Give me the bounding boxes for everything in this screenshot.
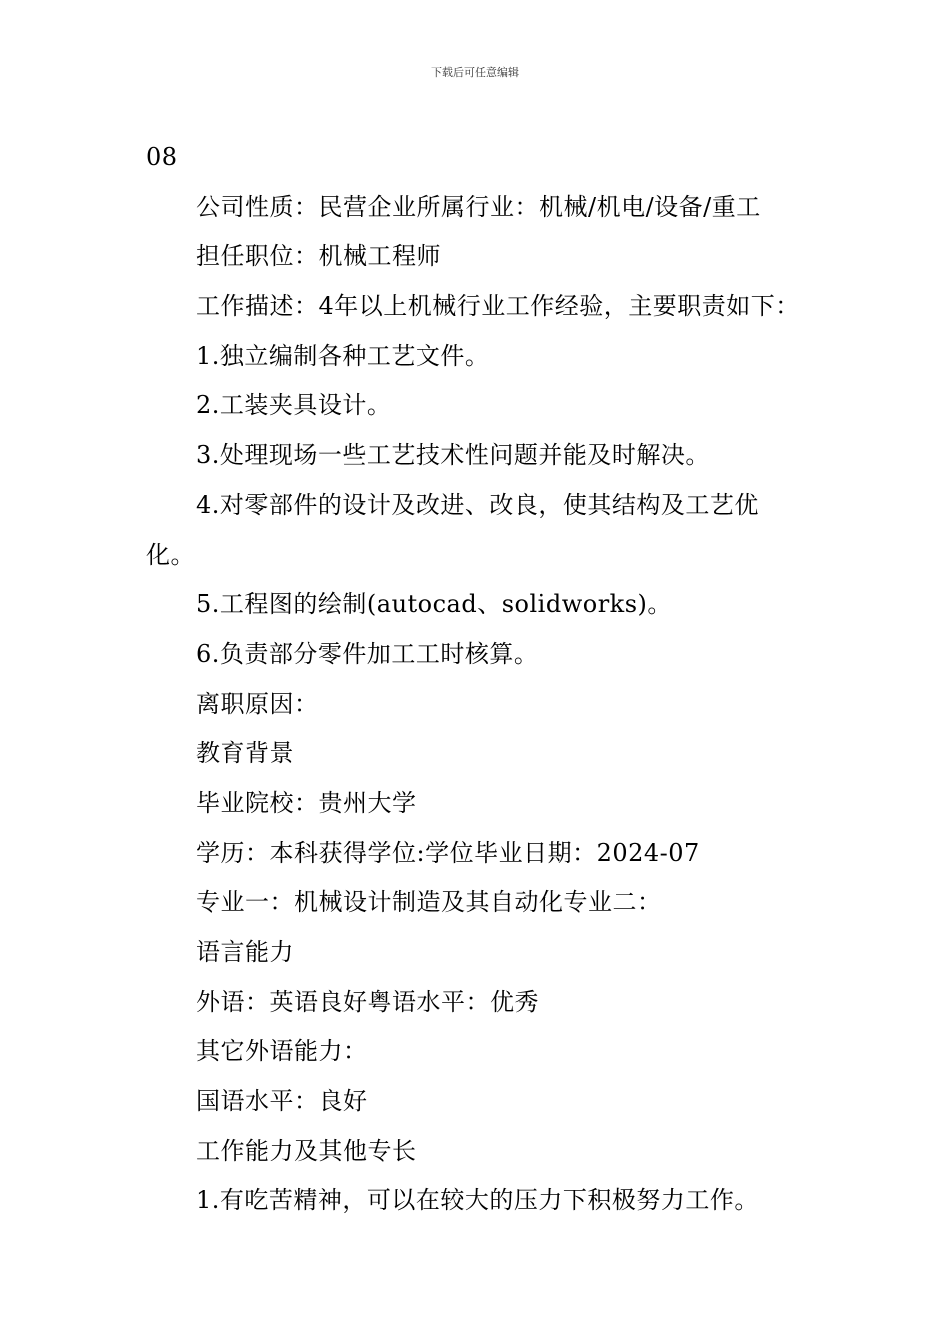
section-heading: 语言能力 (196, 938, 294, 966)
list-item: 3.处理现场一些工艺技术性问题并能及时解决。 (196, 441, 710, 470)
text-line: 国语水平：良好 (196, 1087, 368, 1116)
text-line: 公司性质：民营企业所属行业：机械/机电/设备/重工 (196, 192, 761, 221)
list-item: 1.有吃苦精神，可以在较大的压力下积极努力工作。 (196, 1186, 759, 1215)
text-line: 担任职位：机械工程师 (196, 242, 441, 271)
text-line: 外语：英语良好粤语水平：优秀 (196, 987, 539, 1016)
text-line: 毕业院校：贵州大学 (196, 788, 417, 817)
text-line: 工作描述：4年以上机械行业工作经验，主要职责如下： (196, 292, 800, 321)
section-heading: 教育背景 (196, 739, 294, 768)
text-line: 其它外语能力： (196, 1037, 368, 1066)
text-line: 离职原因： (196, 689, 319, 718)
list-item: 1.独立编制各种工艺文件。 (196, 341, 490, 370)
list-item: 2.工装夹具设计。 (196, 391, 392, 420)
list-item: 4.对零部件的设计及改进、改良，使其结构及工艺优 (196, 490, 759, 519)
document-body (146, 133, 816, 1226)
text-line: 专业一：机械设计制造及其自动化专业二： (196, 888, 662, 917)
section-heading: 工作能力及其他专长 (196, 1136, 417, 1165)
list-item-continuation: 化。 (146, 540, 195, 569)
list-item: 6.负责部分零件加工工时核算。 (196, 639, 539, 668)
text-line: 08 (146, 143, 178, 171)
page-header: 下载后可任意编辑 (431, 66, 519, 79)
text-line: 学历：本科获得学位:学位毕业日期：2024-07 (196, 838, 700, 867)
list-item: 5.工程图的绘制(autocad、solidworks)。 (196, 590, 672, 619)
